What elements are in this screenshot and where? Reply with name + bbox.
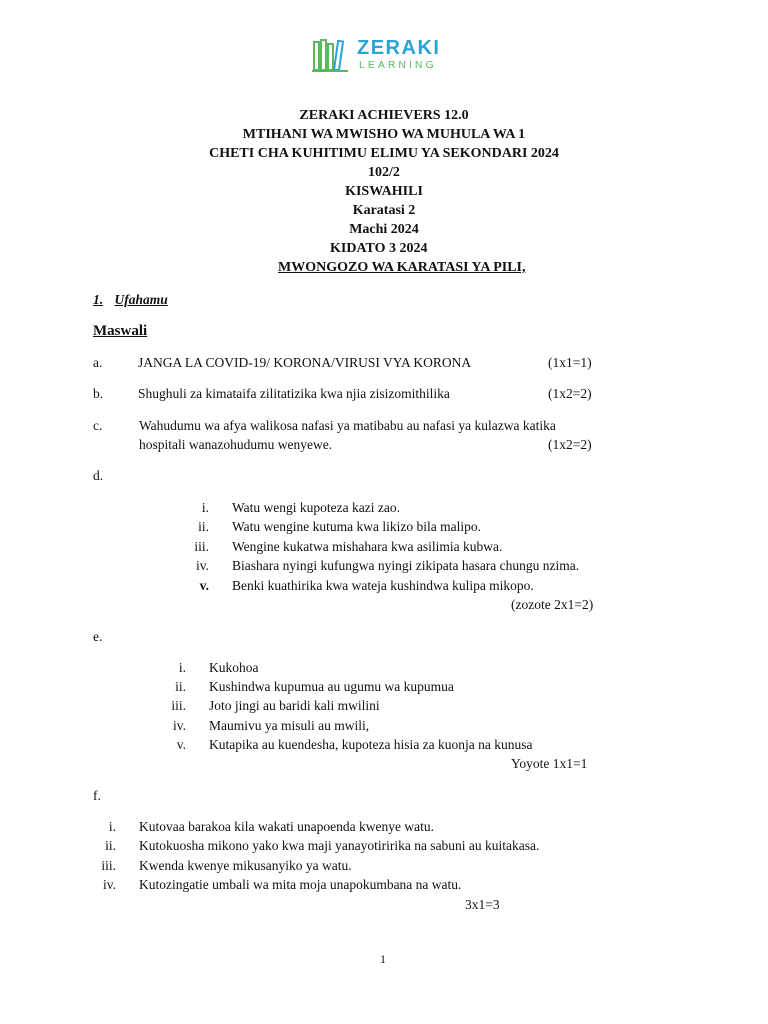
section-heading [93,292,168,308]
list-item: Watu wengi kupoteza kazi zao. [232,500,400,515]
question-e-marks: Yoyote 1x1=1 [511,756,588,771]
list-item-number: iii. [194,539,209,554]
section-number: 1. [93,292,104,307]
header-line-7: Machi 2024 [349,222,419,237]
list-item-number: ii. [105,838,116,853]
list-item: Maumivu ya misuli au mwili, [209,718,370,733]
list-item: Watu wengine kutuma kwa likizo bila malipo. [232,519,481,534]
header-line-3: CHETI CHA KUHITIMU ELIMU YA SEKONDARI 2024 [209,146,559,161]
list-item: Wengine kukatwa mishahara kwa asilimia kubwa. [232,539,503,554]
logo-subtitle: LEARNING [359,59,437,71]
list-item: Joto jingi au baridi kali mwilini [209,698,380,713]
list-item: Benki kuathirika kwa wateja kushindwa kulipa mikopo. [232,578,534,593]
header-line-5: KISWAHILI [345,184,423,199]
question-d-letter: d. [93,468,104,483]
list-item-number: iii. [171,698,186,713]
header-line-1: ZERAKI ACHIEVERS 12.0 [299,108,469,123]
list-item-number: i. [178,660,186,675]
section-subtitle: Maswali [93,323,148,339]
list-item: Kutapika au kuendesha, kupoteza hisia za kuonja na kunusa [209,737,533,752]
header-line-2: MTIHANI WA MWISHO WA MUHULA WA 1 [242,127,526,142]
zeraki-logo [312,36,452,76]
list-item-number: iv. [173,718,186,733]
question-e-letter: e. [93,629,103,644]
question-c-marks: (1x2=2) [548,437,592,452]
list-item-number: iv. [196,558,209,573]
list-item: Kutozingatie umbali wa mita moja unapokumbana na watu. [139,877,462,892]
list-item-number: iii. [101,858,116,873]
question-b-text: Shughuli za kimataifa zilitatizika kwa njia zisizomithilika [138,386,450,401]
list-item-number: v. [199,578,209,593]
list-item-number: i. [201,500,209,515]
header-line-6: Karatasi 2 [352,203,416,218]
question-c-line-1: Wahudumu wa afya walikosa nafasi ya matibabu au nafasi ya kulazwa katika [139,418,556,433]
list-item: Biashara nyingi kufungwa nyingi zikipata hasara chungu nzima. [232,558,580,573]
header-line-9: MWONGOZO WA KARATASI YA PILI, [278,260,526,275]
question-a-letter: a. [93,355,103,370]
question-f-letter: f. [93,788,101,803]
books-icon [312,38,352,74]
list-item: Kushindwa kupumua au ugumu wa kupumua [209,679,454,694]
list-item: Kutokuosha mikono yako kwa maji yanayotiririka na sabuni au kuitakasa. [139,838,540,853]
question-a-marks: (1x1=1) [548,355,592,370]
header-line-4: 102/2 [368,165,400,180]
logo-wordmark: ZERAKI [357,37,441,59]
list-item-number: ii. [175,679,186,694]
list-item: Kukohoa [209,660,259,675]
question-b-marks: (1x2=2) [548,386,592,401]
question-f-marks: 3x1=3 [465,897,500,912]
question-c-line-2: hospitali wanazohudumu wenyewe. [139,437,333,452]
list-item-number: iv. [103,877,116,892]
list-item: Kutovaa barakoa kila wakati unapoenda kwenye watu. [139,819,435,834]
question-c-letter: c. [93,418,103,433]
question-b-letter: b. [93,386,104,401]
page-number: 1 [380,952,386,966]
section-title: Ufahamu [114,292,168,307]
list-item: Kwenda kwenye mikusanyiko ya watu. [139,858,352,873]
list-item-number: ii. [198,519,209,534]
list-item-number: i. [108,819,116,834]
question-d-marks: (zozote 2x1=2) [511,597,594,612]
question-a-text: JANGA LA COVID-19/ KORONA/VIRUSI VYA KORONA [138,355,472,370]
header-line-8: KIDATO 3 2024 [330,241,428,256]
list-item-number: v. [176,737,186,752]
